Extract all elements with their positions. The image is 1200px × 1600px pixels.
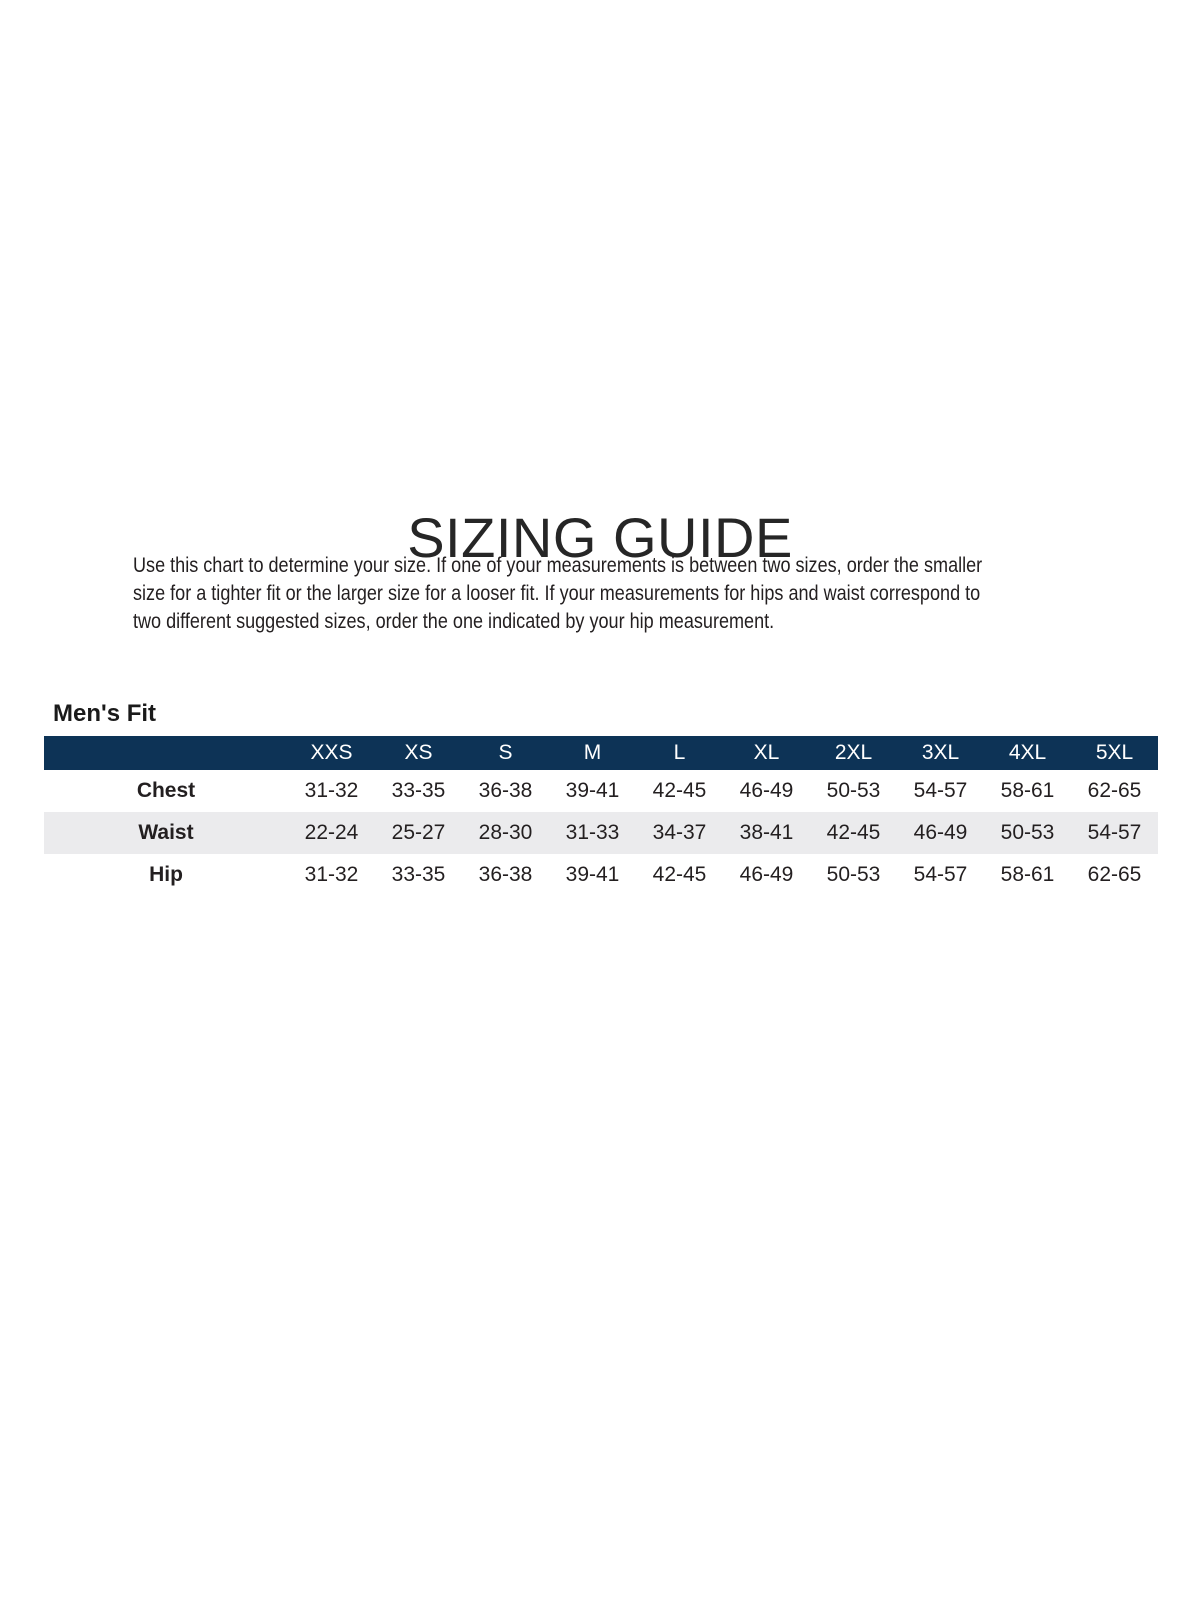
header-cell-s: S xyxy=(498,741,513,764)
intro-line: Use this chart to determine your size. If one of your measurements is between two sizes, order the smaller xyxy=(133,554,983,577)
size-cell: 50-53 xyxy=(826,863,881,886)
table-row-chest xyxy=(44,770,1158,812)
size-cell: 62-65 xyxy=(1087,779,1142,802)
intro-paragraph xyxy=(133,552,1133,636)
header-cell-2xl: 2XL xyxy=(834,741,873,764)
size-cell: 28-30 xyxy=(478,821,533,844)
size-cell: 50-53 xyxy=(1000,821,1055,844)
size-cell: 58-61 xyxy=(1000,779,1055,802)
page-title: SIZING GUIDE xyxy=(407,505,793,569)
intro-line: two different suggested sizes, order the one indicated by your hip measurement. xyxy=(133,610,775,633)
size-cell: 38-41 xyxy=(739,821,794,844)
size-cell: 58-61 xyxy=(1000,863,1055,886)
size-cell: 54-57 xyxy=(913,779,968,802)
size-cell: 46-49 xyxy=(913,821,968,844)
size-cell: 33-35 xyxy=(391,863,446,886)
size-cell: 36-38 xyxy=(478,779,533,802)
row-label-chest: Chest xyxy=(136,779,196,802)
header-cell-xs: XS xyxy=(404,741,433,764)
size-cell: 46-49 xyxy=(739,863,794,886)
row-label-waist: Waist xyxy=(138,821,194,844)
size-cell: 39-41 xyxy=(565,779,620,802)
size-cell: 50-53 xyxy=(826,779,881,802)
header-cell-m: M xyxy=(583,741,602,764)
header-cell-l: L xyxy=(673,741,686,764)
header-cell-xxs: XXS xyxy=(310,741,353,764)
size-cell: 25-27 xyxy=(391,821,446,844)
size-cell: 46-49 xyxy=(739,779,794,802)
header-cell-5xl: 5XL xyxy=(1095,741,1134,764)
size-cell: 33-35 xyxy=(391,779,446,802)
size-cell: 54-57 xyxy=(1087,821,1142,844)
table-row-hip xyxy=(44,854,1158,896)
size-cell: 42-45 xyxy=(826,821,881,844)
size-cell: 31-32 xyxy=(304,863,359,886)
header-cell-3xl: 3XL xyxy=(921,741,960,764)
size-cell: 54-57 xyxy=(913,863,968,886)
header-cell-empty xyxy=(44,736,288,770)
table-row-waist xyxy=(44,812,1158,854)
header-cell-4xl: 4XL xyxy=(1008,741,1047,764)
section-label-mens-fit: Men's Fit xyxy=(53,700,157,727)
size-cell: 31-33 xyxy=(565,821,620,844)
size-cell: 62-65 xyxy=(1087,863,1142,886)
size-table-header-row xyxy=(44,736,1158,770)
size-table xyxy=(44,736,1158,896)
header-cell-xl: XL xyxy=(753,741,780,764)
size-cell: 34-37 xyxy=(652,821,707,844)
size-cell: 36-38 xyxy=(478,863,533,886)
row-label-hip: Hip xyxy=(149,863,183,886)
size-cell: 22-24 xyxy=(304,821,359,844)
size-cell: 39-41 xyxy=(565,863,620,886)
size-cell: 31-32 xyxy=(304,779,359,802)
size-cell: 42-45 xyxy=(652,863,707,886)
size-cell: 42-45 xyxy=(652,779,707,802)
intro-line: size for a tighter fit or the larger size for a looser fit. If your measurements for hips and waist correspond to xyxy=(133,582,981,605)
